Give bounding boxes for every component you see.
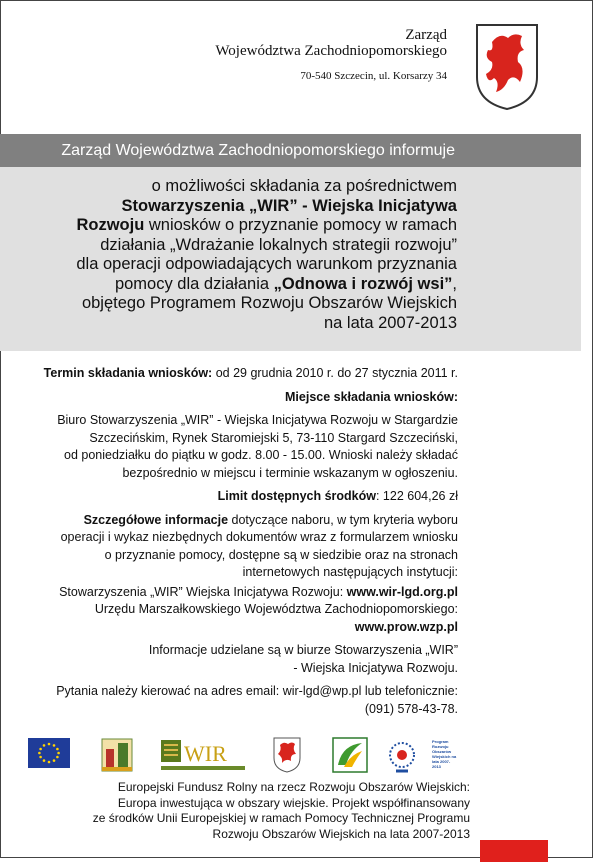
announcement-band [0,134,581,167]
pytania [0,683,458,718]
text-line: Stowarzyszenia „WIR” Wiejska Inicjatywa Rozwoju: [59,584,347,599]
termin [0,365,458,383]
limit-value: : 122 604,26 zł [375,489,458,503]
footer-line: Rozwoju Obszarów Wiejskich na lata 2007-2013 [212,826,470,841]
footer-line: ze środków Unii Europejskiej w ramach Pomocy Technicznej Programu [92,811,470,825]
prow-logo-text: Program Rozwoju Obszarów Wiejskich na lata 2007-2013 [432,739,457,769]
lead-line: objętego Programem Rozwoju Obszarów Wiejskich [81,294,457,312]
text-line: internetowych następujących instytucji: [242,565,458,579]
text-line: operacji i wykaz niezbędnych dokumentów wraz z formularzem wniosku [60,530,458,544]
lead-line: działania „Wdrażanie lokalnych strategii rozwoju” [100,235,457,254]
limit [0,488,458,506]
text-line: - Wiejska Inicjatywa Rozwoju. [293,660,458,675]
footer [93,780,470,842]
lead-line: , [452,274,457,293]
details-section [0,365,458,724]
lead-line: wniosków o przyznanie pomocy w ramach [144,216,457,234]
info-label: Szczegółowe informacje [83,512,229,527]
griffin-small-icon [272,736,302,774]
logo-row [0,735,593,780]
termin-value: od 29 grudnia 2010 r. do 27 stycznia 2011 r. [212,366,458,380]
lead-line: o możliwości składania za pośrednictwem [151,177,457,195]
lead-line-bold: „Odnowa i rozwój wsi” [273,274,453,293]
eu-flag-icon [28,738,70,768]
footer-line: Europejski Fundusz Rolny na rzecz Rozwoju Obszarów Wiejskich: [117,780,470,794]
miejsce-label: Miejsce składania wniosków: [285,389,458,404]
miejsce [0,389,458,407]
red-accent-bar [480,840,548,862]
miejsce-text [0,412,458,482]
text-line: Pytania należy kierować na adres email: wir-lgd@wp.pl lub telefonicznie: [56,684,458,698]
lead-text [76,177,457,333]
regional-emblem-icon [100,735,134,773]
lead-section [0,167,581,351]
text-line: Urzędu Marszałkowskiego Województwa Zachodniopomorskiego: [94,602,458,616]
org-address: 70-540 Szczecin, ul. Korsarzy 34 [300,70,447,82]
text-line: bezpośrednio w miejscu i terminie wskazanym w ogłoszeniu. [122,465,458,480]
info [0,512,458,582]
udzielane [0,642,458,677]
leader-logo-icon [332,737,368,773]
wir-link-line [0,584,458,637]
text-line: Biuro Stowarzyszenia „WIR” - Wiejska Inicjatywa Rozwoju w Stargardzie [57,413,458,427]
wir-url-link[interactable]: www.wir-lgd.org.pl [346,584,458,599]
text-line: (091) 578-43-78. [364,701,458,716]
text-line: Informacje udzielane są w biurze Stowarzyszenia „WIR” [148,643,458,657]
org-name [215,27,447,59]
org-line-1: Zarząd [405,27,447,43]
header [0,0,593,134]
lead-line: na lata 2007-2013 [323,313,457,332]
lead-line-bold: Stowarzyszenia „WIR” - Wiejska Inicjatywa [121,196,457,215]
limit-label: Limit dostępnych środków [217,489,376,503]
text-line: dotyczące naboru, w tym kryteria wyboru [228,512,458,527]
lead-line: dla operacji odpowiadających warunkom przyznania [76,255,457,273]
griffin-crest-icon [474,22,540,112]
band-text: Zarząd Województwa Zachodniopomorskiego informuje [61,142,455,159]
lead-line: pomocy dla działania [114,274,274,293]
wir-logo-text: WIR [184,741,227,766]
org-line-2: Województwa Zachodniopomorskiego [215,43,447,59]
termin-label: Termin składania wniosków: [43,366,213,380]
text-line: o przyznanie pomocy, dostępne są w siedzibie oraz na stronach [104,547,458,562]
text-line: od poniedziałku do piątku w godz. 8.00 - 15.00. Wnioski należy składać [64,448,458,462]
text-line: Szczecińskim, Rynek Staromiejski 5, 73-110 Stargard Szczeciński, [89,430,458,445]
footer-line: Europa inwestująca w obszary wiejskie. Projekt współfinansowany [117,795,470,810]
prow-url-link[interactable]: www.prow.wzp.pl [354,619,458,634]
wir-logo-icon [160,737,246,773]
lead-line-bold: Rozwoju [76,216,145,234]
